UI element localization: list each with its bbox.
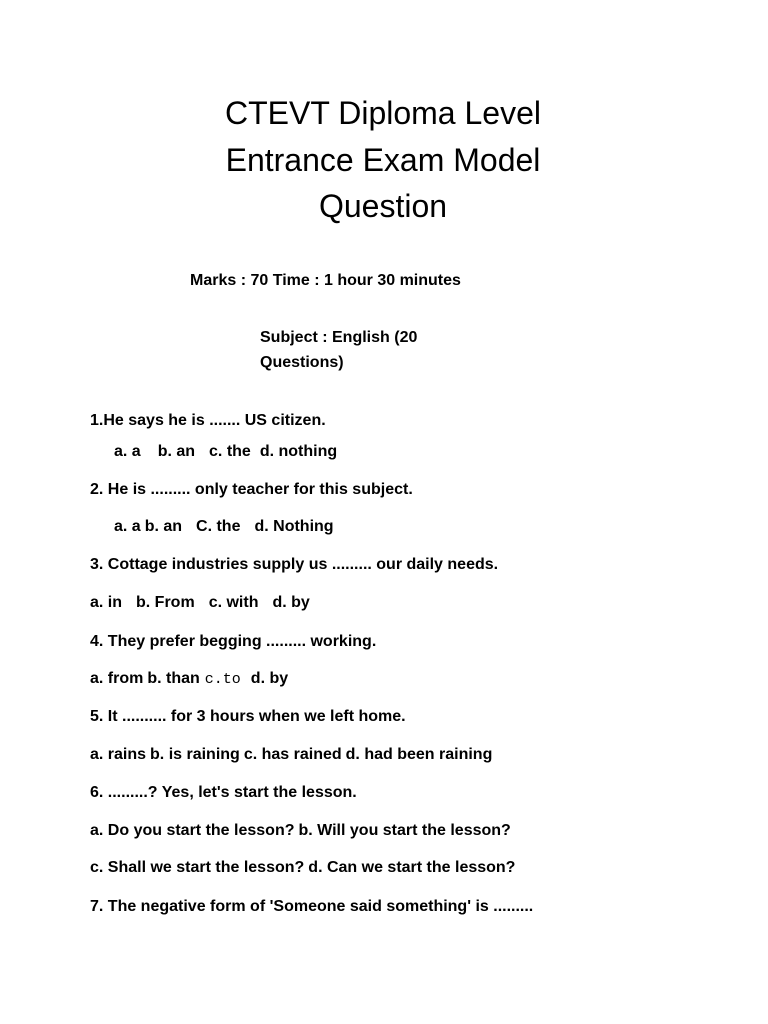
- question-3-text: 3. Cottage industries supply us ......... our daily needs.: [90, 556, 499, 573]
- q5-option-c: c. has rained: [243, 746, 342, 763]
- question-1-options: [114, 442, 337, 462]
- q1-option-c: c. the: [209, 443, 251, 460]
- question-7-text: 7. The negative form of 'Someone said something' is .........: [90, 898, 534, 915]
- question-4-options: [90, 669, 288, 690]
- q1-option-b: b. an: [157, 443, 196, 460]
- q3-option-a: a. in: [90, 594, 123, 611]
- q3-option-b: b. From: [136, 594, 195, 611]
- q4-option-d: d. by: [250, 670, 289, 687]
- q5-option-a: a. rains: [90, 746, 147, 763]
- question-6-options-cd: [90, 858, 515, 878]
- question-1-text: 1.He says he is ....... US citizen.: [90, 412, 326, 429]
- q3-option-c: c. with: [208, 594, 259, 611]
- title-line-2: Entrance Exam Model: [225, 142, 541, 178]
- question-6-options-ab: [90, 821, 511, 841]
- q6-option-b: b. Will you start the lesson?: [298, 822, 511, 839]
- question-2-options: [114, 517, 334, 537]
- q5-option-d: d. had been raining: [345, 746, 493, 763]
- q4-option-c: c.to: [204, 671, 241, 688]
- q6-option-a: a. Do you start the lesson?: [90, 822, 295, 839]
- q5-option-b: b. is raining: [150, 746, 240, 763]
- question-2-text: 2. He is ......... only teacher for this subject.: [90, 481, 413, 498]
- q1-option-a: a. a: [114, 443, 141, 460]
- q4-option-a: a. from: [90, 670, 144, 687]
- title-line-1: CTEVT Diploma Level: [225, 95, 541, 131]
- marks-time: Marks : 70 Time : 1 hour 30 minutes: [190, 272, 461, 289]
- subject-line-2: Questions): [260, 354, 344, 371]
- question-3-options: [90, 593, 310, 613]
- q2-option-a: a. a: [114, 518, 141, 535]
- q2-option-c: C. the: [196, 518, 241, 535]
- question-6-text: 6. .........? Yes, let's start the lesson.: [90, 784, 357, 801]
- q2-option-b: b. an: [144, 518, 183, 535]
- q1-option-d: d. nothing: [259, 443, 338, 460]
- q2-option-d: d. Nothing: [254, 518, 334, 535]
- q3-option-d: d. by: [272, 594, 310, 611]
- question-4-text: 4. They prefer begging ......... working.: [90, 633, 377, 650]
- q4-option-b: b. than: [147, 670, 200, 687]
- title-line-3: Question: [318, 188, 448, 224]
- question-5-options: [90, 745, 492, 765]
- subject-line-1: Subject : English (20: [260, 329, 418, 346]
- q6-option-d: d. Can we start the lesson?: [308, 859, 516, 876]
- question-5-text: 5. It .......... for 3 hours when we left home.: [90, 708, 406, 725]
- q6-option-c: c. Shall we start the lesson?: [90, 859, 305, 876]
